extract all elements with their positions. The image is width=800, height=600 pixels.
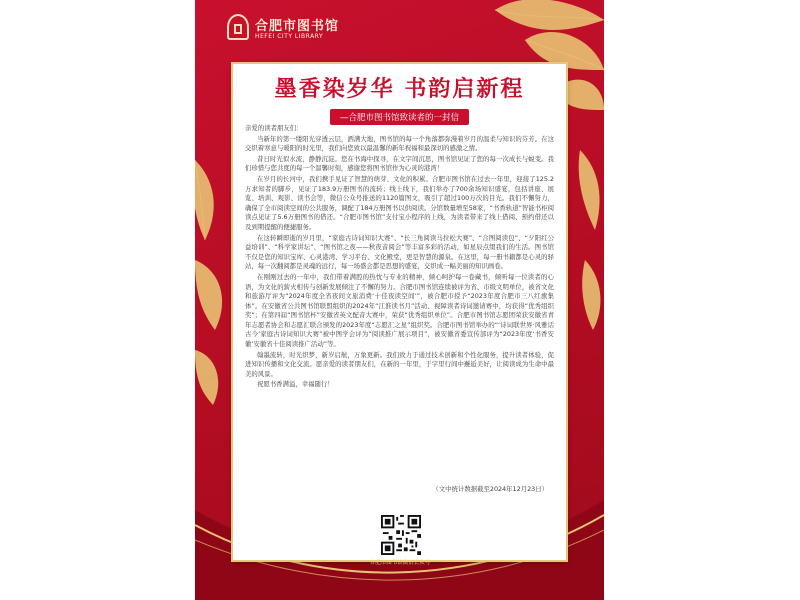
letter-paragraph: 昔日时光似水流，静静沉淀。您在书海中探寻，在文字间沉思，图书馆见证了您的每一次成长与蜕变。我们珍惜与您共度的每一个温馨时刻，感谢您将图书馆作为心灵的港湾！	[245, 154, 554, 173]
letter-card	[233, 64, 566, 560]
letter-subtitle-text: —合肥市图书馆致读者的一封信	[330, 109, 469, 125]
letter-paragraph: 当新年的第一缕阳光穿透云层，洒满大地，图书馆的每一个角落都弥漫着岁月的温柔与知识的芬芳。在这交织着寒意与暖阳的时光里，我们向您致以最温馨的新年祝福和最深切的感激之情。	[245, 134, 554, 153]
letter-paragraph: 祝愿书香满溢，幸福随行！	[257, 380, 334, 389]
library-building-icon	[227, 14, 249, 40]
logo-name-en: HEFEI CITY LIBRARY	[255, 33, 324, 40]
letter-body	[245, 124, 554, 391]
letter-paragraph: 在刚刚过去的一年中，我们带着满腔的热忱与专业的精神，倾心呵护每一卷藏书，倾听每一位读者的心语，为文化的薪火相传与创新发展倾注了不懈的努力。合肥市图书馆连续被评为省、市级文明单位，被省文化和旅游厅评为“2024年度全省夜间文旅消费‘十佳夜读空间’”，被合肥市授予“2023年度合肥市三八红旗集体”。在安徽省公共图书馆联盟组织的2024年“江淮读书月”活动、视障读者诗词邀请赛中，均获得“优秀组织奖”；在第四届“图书馆杯”安徽省英文配音大赛中，荣获“优秀组织单位”。合肥市图书馆志愿团荣获安徽省青年志愿者协会和志愿汇联合颁发的2023年度“志愿汇之星”组织奖。合肥市图书馆举办的“‘诗词联世界·风雅话古今’家庭古诗词知识大赛”被中图学会评为“阅读推广展示项目”，被安徽省委宣传部评为“2023年度‘书香安徽’安徽省十佳阅读推广活动”等。	[245, 272, 554, 349]
logo-name-cn: 合肥市图书馆	[255, 19, 340, 34]
letter-subtitle	[233, 105, 566, 125]
letter-title: 墨香染岁华 书韵启新程	[274, 76, 525, 102]
wechat-qr-code[interactable]	[379, 513, 423, 557]
poster-background	[195, 0, 604, 600]
letter-greeting: 亲爱的读者朋友们：	[245, 124, 303, 132]
letter-paragraph: 翰墨流转，时光织梦，新岁启航，万象更新。我们致力于通过技术创新和个性化服务，提升读者体验，促进知识传播和文化交流。愿亲爱的读者朋友们，在新的一年里，于字里行间中邂逅美好，让阅读成为生命中最美的风景。	[245, 350, 554, 378]
letter-paragraph: 在岁月的长河中，我们携手见证了智慧的萌芽、文化的积累。合肥市图书馆在过去一年里，迎接了125.2万求知者的脚步，见证了183.9万册图书的流转；线上线下，我们举办了700余场知识盛宴，包括讲座、展览、培训、观影、读书会等，微信公众号推送的1120篇图文，吸引了超过100万次的目光。我们不懈努力，确保了全市阅读空间的公共服务，调配了184万册图书以供阅读。分馆数量增至58家，“书香轨道”智能书柜阅读点见证了5.6万册图书的借还。“合肥市图书馆”支付宝小程序的上线，为读者带来了线上借阅、预约借还以及到期提醒的便捷服务。	[245, 174, 554, 231]
qr-caption: 合肥市图书馆微信公众号	[369, 560, 431, 566]
letter-footnote: （文中统计数据截至2024年12月23日）	[432, 485, 548, 493]
letter-paragraph: 在这转瞬即逝的岁月里，“家庭古诗词知识大赛”、“长三角阅读马拉松大赛”、“合图阅读包”、“夕阳红公益培训”、“科学家讲坛”、“图书馆之夜——秋夜音阅会”等丰富多彩的活动，如星辰点缀我们的生活。图书馆不仅是您的知识宝库、心灵港湾、学习平台、文化殿堂，更是智慧的源泉。在这里，每一册书籍都是心灵的驿站，每一次翻阅都是灵魂的远行，每一场盛会都是思想的盛宴，交织成一幅美丽的知识画卷。	[245, 233, 554, 271]
